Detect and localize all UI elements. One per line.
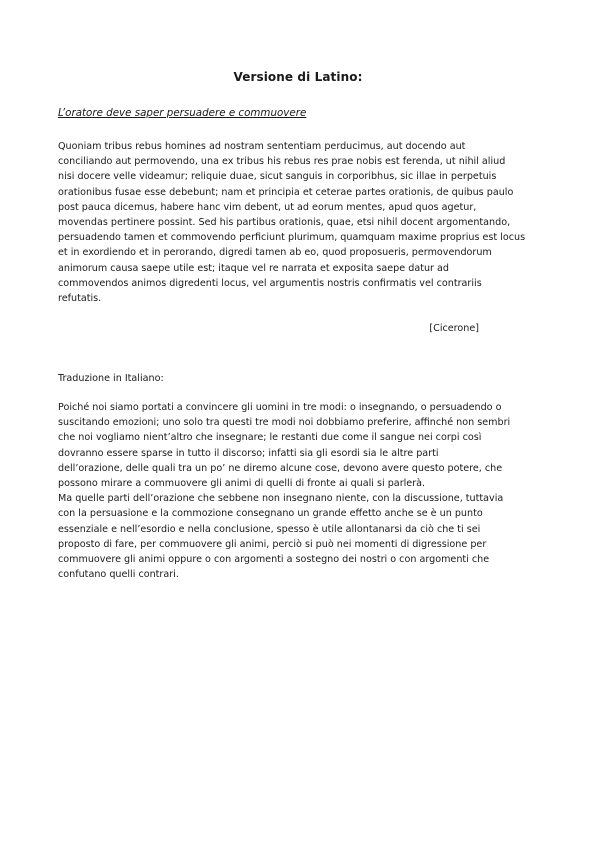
italian-line: con la persuasione e la commozione consegnano un grande effetto anche se è un punto	[58, 508, 483, 520]
italian-line: Ma quelle parti dell’orazione che sebbene non insegnano niente, con la discussione, tuttavia	[58, 493, 504, 505]
latin-line: post pauca dicemus, habere hanc vim debent, ut ad eorum mentes, apud quos agetur,	[58, 201, 477, 213]
latin-line: movendas pertinere possint. Sed his partibus orationis, quae, etsi nihil docent argomentando,	[58, 216, 511, 228]
italian-line: essenziale e nell’esordio e nella conclusione, spesso è utile allontanarsi da ciò che ti sei	[58, 523, 481, 535]
latin-line: et in exordiendo et in perorando, digredi tamen ab eo, quod proposueris, permovendorum	[58, 247, 492, 259]
italian-line: Poiché noi siamo portati a convincere gli uomini in tre modi: o insegnando, o persuadendo o	[58, 402, 502, 413]
italian-line: suscitando emozioni; uno solo tra questi tre modi noi dobbiamo preferire, affinché non sembri	[58, 417, 511, 429]
latin-line: nisi docere velle videamur; reliquie duae, sicut sanguis in corporibhus, sic illae in perpetuis	[58, 171, 497, 183]
italian-line: proposto di fare, per commuovere gli animi, perciò si può nei momenti di digressione per	[58, 538, 487, 550]
italian-line: possono mirare a commuovere gli animi di quelli di fronte ai quali si parlerà.	[58, 477, 426, 489]
latin-text	[58, 139, 548, 306]
italian-line: commuovere gli animi oppure o con argomenti a sostegno dei nostri o con argomenti che	[58, 553, 490, 565]
source-attribution: [Cicerone]	[429, 323, 479, 334]
translation-heading: Traduzione in Italiano:	[58, 373, 164, 384]
italian-text	[58, 400, 548, 582]
document-title: Versione di Latino:	[233, 70, 363, 84]
latin-line: animorum causa saepe utile est; itaque vel re narrata et exposita saepe datur ad	[58, 262, 450, 274]
latin-line: Quoniam tribus rebus homines ad nostram sententiam perducimus, aut docendo aut	[58, 141, 466, 152]
italian-line: che noi vogliamo nient’altro che insegnare; le restanti due come il sangue nei corpi così	[58, 432, 482, 444]
latin-line: conciliando aut permovendo, una ex tribus his rebus res prae nobis est ferenda, ut nihil aliud	[58, 156, 506, 168]
italian-line: dovranno essere sparse in tutto il discorso; infatti sia gli esordi sia le altre parti	[58, 447, 439, 459]
latin-line: commovendos animos digredenti locus, vel argumentis nostris confirmatis vel contrariis	[58, 277, 482, 289]
italian-line: dell’orazione, delle quali tra un po’ ne diremo alcune cose, devono avere questo potere, che	[58, 462, 503, 474]
latin-line: orationibus fusae esse debebunt; nam et principia et ceterae partes orationis, de quibus paulo	[58, 186, 514, 198]
italian-line: confutano quelli contrari.	[58, 569, 179, 581]
latin-line: refutatis.	[58, 292, 102, 304]
latin-line: persuadendo tamen et commovendo perficiunt plurimum, quamquam maxime proprius est locus	[58, 232, 526, 244]
document-subtitle: L’oratore deve saper persuadere e commuovere	[58, 107, 307, 119]
